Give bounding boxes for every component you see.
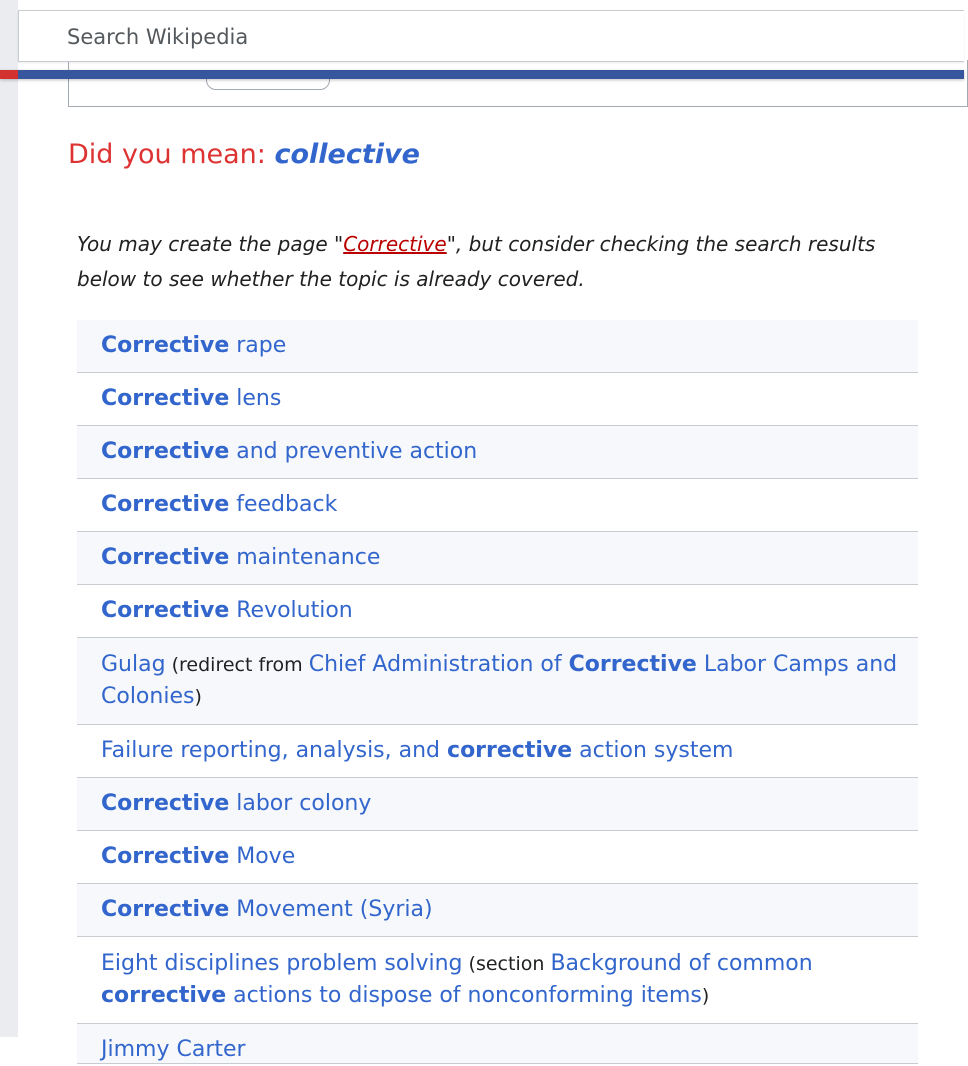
redirect-note [166, 654, 309, 676]
result-link[interactable] [101, 897, 433, 922]
result-item [77, 884, 918, 937]
result-title-rest: rape [229, 333, 287, 358]
create-page-link[interactable]: Corrective [343, 232, 447, 256]
result-title-rest: Revolution [229, 598, 353, 623]
result-link[interactable] [101, 492, 337, 517]
result-item [77, 831, 918, 884]
redirect-note-open: (redirect from [165, 654, 309, 676]
section-note-open: (section [462, 953, 551, 975]
result-highlight: Corrective [101, 333, 230, 358]
result-item [77, 1024, 918, 1064]
create-note-text-before: You may create the page " [77, 232, 344, 256]
result-highlight: Corrective [101, 598, 230, 623]
header-accent-red [0, 70, 18, 79]
create-note-text-after: ", but consider checking the search results below to see whether the topic is already covered. [77, 232, 876, 291]
result-link[interactable] [101, 439, 477, 464]
search-results-list [77, 320, 918, 1064]
did-you-mean [68, 139, 420, 170]
result-highlight: Corrective [101, 844, 230, 869]
result-item [77, 585, 918, 638]
result-highlight: Corrective [101, 492, 230, 517]
left-rail [0, 0, 18, 1037]
result-title-rest: Movement (Syria) [229, 897, 433, 922]
result-link[interactable] [101, 791, 371, 816]
result-link[interactable] [101, 738, 733, 763]
result-link[interactable] [101, 844, 295, 869]
result-highlight: corrective [101, 983, 227, 1008]
result-item [77, 320, 918, 373]
result-link[interactable] [101, 598, 353, 623]
result-link[interactable] [101, 545, 380, 570]
result-highlight: Corrective [101, 791, 230, 816]
section-text: actions to dispose of nonconforming items [226, 983, 702, 1008]
result-item [77, 532, 918, 585]
section-note-close: ) [701, 985, 710, 1007]
redirect-text: Labor Camps and Colonies [101, 652, 898, 709]
header-accent-bar [0, 70, 964, 79]
search-form-panel [68, 60, 968, 107]
result-title-rest: lens [229, 386, 282, 411]
result-title-rest: Move [229, 844, 296, 869]
suggestion-link[interactable]: collective [274, 139, 420, 170]
create-page-note [77, 227, 907, 297]
redirect-note-close: ) [194, 686, 202, 708]
result-title-rest: action system [572, 738, 734, 763]
result-item [77, 725, 918, 778]
result-item [77, 638, 918, 725]
result-title-rest: Failure reporting, analysis, and [101, 738, 448, 763]
result-title-rest: feedback [229, 492, 338, 517]
result-link[interactable] [101, 333, 286, 358]
result-item [77, 778, 918, 831]
result-title-rest: maintenance [229, 545, 381, 570]
did-you-mean-label: Did you mean: [68, 139, 266, 170]
result-link[interactable]: Gulag [101, 652, 166, 677]
result-highlight: Corrective [101, 897, 230, 922]
result-highlight: Corrective [568, 652, 697, 677]
result-item [77, 426, 918, 479]
result-link[interactable] [101, 386, 281, 411]
section-text: Background of common [550, 951, 813, 976]
result-highlight: Corrective [101, 545, 230, 570]
result-item [77, 937, 918, 1024]
result-link[interactable]: Jimmy Carter [101, 1037, 246, 1062]
result-title-rest: labor colony [229, 791, 372, 816]
result-highlight: corrective [447, 738, 573, 763]
search-input[interactable] [67, 23, 927, 51]
result-link[interactable]: Eight disciplines problem solving [101, 951, 463, 976]
result-item [77, 373, 918, 426]
result-highlight: Corrective [101, 439, 230, 464]
result-title-rest: and preventive action [229, 439, 478, 464]
redirect-text: Chief Administration of [308, 652, 569, 677]
search-box[interactable] [18, 10, 964, 62]
result-highlight: Corrective [101, 386, 230, 411]
result-item [77, 479, 918, 532]
